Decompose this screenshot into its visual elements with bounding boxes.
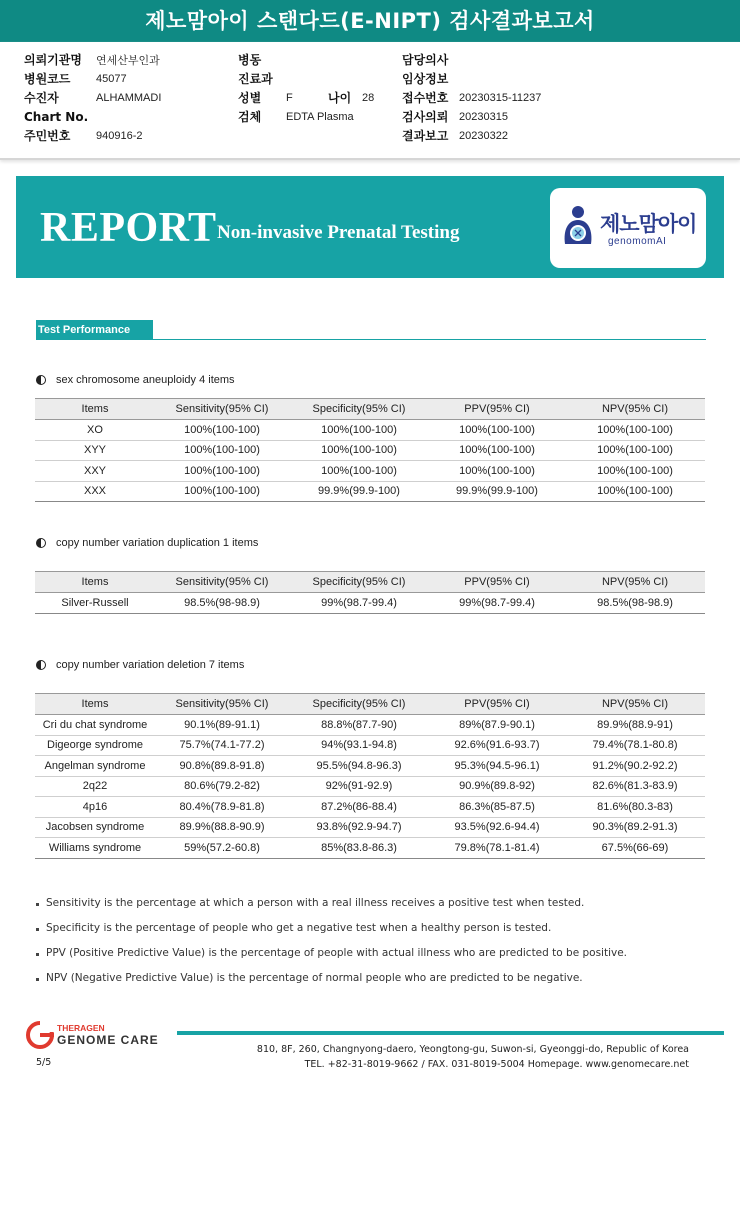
- table-cell: 99.9%(99.9-100): [429, 481, 565, 502]
- report-date-value: 20230322: [459, 129, 508, 142]
- table-cell: 90.1%(89-91.1): [155, 715, 289, 736]
- table-cell: 59%(57.2-60.8): [155, 838, 289, 859]
- table-cell: 98.5%(98-98.9): [155, 593, 289, 614]
- patient-name-label: 수진자: [24, 91, 59, 105]
- list-item: [36, 897, 627, 922]
- column-header: Sensitivity(95% CI): [155, 694, 289, 715]
- banner-report-text: REPORT: [40, 205, 217, 251]
- table-cell: 89%(87.9-90.1): [429, 715, 565, 736]
- table-cell: 75.7%(74.1-77.2): [155, 735, 289, 756]
- specimen-label: 검체: [238, 110, 262, 124]
- resident-number-label: 주민번호: [24, 129, 71, 143]
- table-cell: 100%(100-100): [565, 440, 705, 461]
- footer-address-block: [257, 1042, 689, 1072]
- table-cell: 87.2%(86-88.4): [289, 797, 429, 818]
- table-cell: 98.5%(98-98.9): [565, 593, 705, 614]
- table-header-row: [35, 694, 705, 715]
- column-header: Specificity(95% CI): [289, 572, 429, 593]
- department-label: 진료과: [238, 72, 273, 86]
- table-cell: 82.6%(81.3-83.9): [565, 776, 705, 797]
- table-cell: 94%(93.1-94.8): [289, 735, 429, 756]
- table-cell: 88.8%(87.7-90): [289, 715, 429, 736]
- table-cell: 100%(100-100): [565, 461, 705, 482]
- chart-no-label: Chart No.: [24, 109, 89, 124]
- genomom-logo: [550, 188, 706, 268]
- table-cell: 67.5%(66-69): [565, 838, 705, 859]
- patient-name-value: ALHAMMADI: [96, 91, 162, 104]
- table-header-row: [35, 399, 705, 420]
- section-title-text: copy number variation deletion 7 items: [56, 659, 245, 671]
- table-cell: 79.4%(78.1-80.8): [565, 735, 705, 756]
- section-title-text: sex chromosome aneuploidy 4 items: [56, 374, 235, 386]
- note-text: Sensitivity is the percentage at which a person with a real illness receives a positive test when tested.: [46, 897, 585, 909]
- table-cell: 80.6%(79.2-82): [155, 776, 289, 797]
- receipt-number-value: 20230315-11237: [459, 91, 542, 104]
- column-header: NPV(95% CI): [565, 572, 705, 593]
- test-performance-tab: Test Performance: [36, 320, 153, 340]
- footer-contact: TEL. +82-31-8019-9662 / FAX. 031-8019-5004 Homepage. www.genomecare.net: [304, 1059, 689, 1070]
- bullet-icon: [36, 928, 39, 931]
- report-title: 제노맘아이 스탠다드(E-NIPT) 검사결과보고서: [0, 0, 740, 42]
- logo-korean-text: 제노맘아이: [600, 212, 697, 236]
- table-cell: Angelman syndrome: [35, 756, 155, 777]
- table-row: [35, 756, 705, 777]
- table-cell: Cri du chat syndrome: [35, 715, 155, 736]
- logo-company-bottom: GENOME CARE: [57, 1033, 159, 1047]
- table-row: [35, 440, 705, 461]
- table-cell: Digeorge syndrome: [35, 735, 155, 756]
- specimen-value: EDTA Plasma: [286, 110, 354, 123]
- banner-subtitle: Non-invasive Prenatal Testing: [217, 222, 460, 243]
- patient-info-panel: [0, 42, 740, 160]
- table-row: [35, 593, 705, 614]
- column-header: Items: [35, 572, 155, 593]
- bullet-icon: [36, 978, 39, 981]
- section-divider: [36, 339, 706, 340]
- bullet-icon: [36, 903, 39, 906]
- logo-company-top: THERAGEN: [57, 1023, 105, 1033]
- table-cell: 99%(98.7-99.4): [429, 593, 565, 614]
- table-cell: 99.9%(99.9-100): [289, 481, 429, 502]
- table-row: [35, 461, 705, 482]
- table-cell: 100%(100-100): [289, 440, 429, 461]
- column-header: PPV(95% CI): [429, 572, 565, 593]
- list-item: [36, 972, 627, 997]
- table-cell: 100%(100-100): [155, 481, 289, 502]
- patient-info-column-2: [238, 50, 374, 126]
- note-text: Specificity is the percentage of people who get a negative test when a healthy person is tested.: [46, 922, 552, 934]
- report-banner: [16, 176, 724, 278]
- table-cell: 100%(100-100): [289, 461, 429, 482]
- table-cell: 85%(83.8-86.3): [289, 838, 429, 859]
- table-cell: XXX: [35, 481, 155, 502]
- theragen-genome-care-logo: [26, 1020, 171, 1050]
- column-header: NPV(95% CI): [565, 399, 705, 420]
- table-cell: XXY: [35, 461, 155, 482]
- patient-info-column-1: [24, 50, 161, 145]
- table-cell: 100%(100-100): [565, 420, 705, 441]
- table-cell: 92%(91-92.9): [289, 776, 429, 797]
- duplication-table: [35, 571, 705, 614]
- table-cell: 81.6%(80.3-83): [565, 797, 705, 818]
- page-number: 5/5: [36, 1057, 52, 1068]
- receipt-number-label: 접수번호: [402, 91, 449, 105]
- half-circle-icon: [36, 538, 46, 548]
- hospital-code-label: 병원코드: [24, 72, 71, 86]
- doctor-label: 담당의사: [402, 53, 449, 67]
- column-header: PPV(95% CI): [429, 694, 565, 715]
- report-date-label: 결과보고: [402, 129, 449, 143]
- table-cell: Jacobsen syndrome: [35, 817, 155, 838]
- table-row: [35, 481, 705, 502]
- table-cell: 100%(100-100): [429, 461, 565, 482]
- resident-number-value: 940916-2: [96, 129, 143, 142]
- request-date-value: 20230315: [459, 110, 508, 123]
- table-cell: 100%(100-100): [155, 440, 289, 461]
- table-cell: 95.3%(94.5-96.1): [429, 756, 565, 777]
- table-cell: 99%(98.7-99.4): [289, 593, 429, 614]
- table-cell: 89.9%(88.8-90.9): [155, 817, 289, 838]
- table-row: [35, 735, 705, 756]
- table-cell: 100%(100-100): [155, 461, 289, 482]
- section-title-deletion: [36, 659, 244, 671]
- table-row: [35, 838, 705, 859]
- table-cell: 100%(100-100): [429, 420, 565, 441]
- table-row: [35, 817, 705, 838]
- table-header-row: [35, 572, 705, 593]
- section-title-text: copy number variation duplication 1 items: [56, 537, 259, 549]
- column-header: Items: [35, 694, 155, 715]
- column-header: Sensitivity(95% CI): [155, 572, 289, 593]
- table-row: [35, 715, 705, 736]
- table-cell: 91.2%(90.2-92.2): [565, 756, 705, 777]
- table-cell: 93.8%(92.9-94.7): [289, 817, 429, 838]
- table-cell: 79.8%(78.1-81.4): [429, 838, 565, 859]
- patient-info-column-3: [402, 50, 541, 145]
- definitions-list: [36, 897, 627, 997]
- table-row: [35, 776, 705, 797]
- column-header: Specificity(95% CI): [289, 694, 429, 715]
- note-text: PPV (Positive Predictive Value) is the percentage of people with actual illness who are predicted to be positive.: [46, 947, 628, 959]
- footer-address: 810, 8F, 260, Changnyong-daero, Yeongtong-gu, Suwon-si, Gyeonggi-do, Republic of Korea: [256, 1044, 689, 1055]
- table-cell: Silver-Russell: [35, 593, 155, 614]
- column-header: Specificity(95% CI): [289, 399, 429, 420]
- column-header: Items: [35, 399, 155, 420]
- bullet-icon: [36, 953, 39, 956]
- age-value: 28: [362, 91, 375, 104]
- table-row: [35, 420, 705, 441]
- note-text: NPV (Negative Predictive Value) is the percentage of normal people who are predicted to be negative.: [46, 972, 583, 984]
- table-cell: XO: [35, 420, 155, 441]
- sex-chromosome-table: [35, 398, 705, 502]
- list-item: [36, 947, 627, 972]
- table-cell: Williams syndrome: [35, 838, 155, 859]
- sex-label: 성별: [238, 91, 262, 105]
- half-circle-icon: [36, 375, 46, 385]
- section-title-duplication: [36, 537, 258, 549]
- hospital-code-value: 45077: [96, 72, 127, 85]
- table-cell: 93.5%(92.6-94.4): [429, 817, 565, 838]
- column-header: Sensitivity(95% CI): [155, 399, 289, 420]
- table-cell: 90.8%(89.8-91.8): [155, 756, 289, 777]
- institution-value: 연세산부인과: [96, 54, 160, 67]
- table-cell: 2q22: [35, 776, 155, 797]
- sex-value: F: [286, 91, 293, 104]
- table-cell: 100%(100-100): [289, 420, 429, 441]
- table-cell: 80.4%(78.9-81.8): [155, 797, 289, 818]
- logo-english-text: genomomAI: [608, 236, 667, 247]
- table-cell: 89.9%(88.9-91): [565, 715, 705, 736]
- table-cell: 90.9%(89.8-92): [429, 776, 565, 797]
- genomom-mother-icon: [560, 204, 596, 248]
- table-cell: 86.3%(85-87.5): [429, 797, 565, 818]
- clinical-info-label: 임상정보: [402, 72, 449, 86]
- deletion-table: [35, 693, 705, 859]
- request-date-label: 검사의뢰: [402, 110, 449, 124]
- table-row: [35, 797, 705, 818]
- table-cell: 90.3%(89.2-91.3): [565, 817, 705, 838]
- half-circle-icon: [36, 660, 46, 670]
- table-cell: 100%(100-100): [565, 481, 705, 502]
- list-item: [36, 922, 627, 947]
- table-cell: 100%(100-100): [429, 440, 565, 461]
- footer-divider: [177, 1031, 724, 1035]
- table-cell: 92.6%(91.6-93.7): [429, 735, 565, 756]
- table-cell: 95.5%(94.8-96.3): [289, 756, 429, 777]
- ward-label: 병동: [238, 53, 262, 67]
- table-cell: 4p16: [35, 797, 155, 818]
- table-cell: 100%(100-100): [155, 420, 289, 441]
- age-label: 나이: [328, 91, 352, 105]
- table-cell: XYY: [35, 440, 155, 461]
- column-header: NPV(95% CI): [565, 694, 705, 715]
- section-title-sex-chromosome: [36, 374, 235, 386]
- institution-label: 의뢰기관명: [24, 53, 82, 67]
- column-header: PPV(95% CI): [429, 399, 565, 420]
